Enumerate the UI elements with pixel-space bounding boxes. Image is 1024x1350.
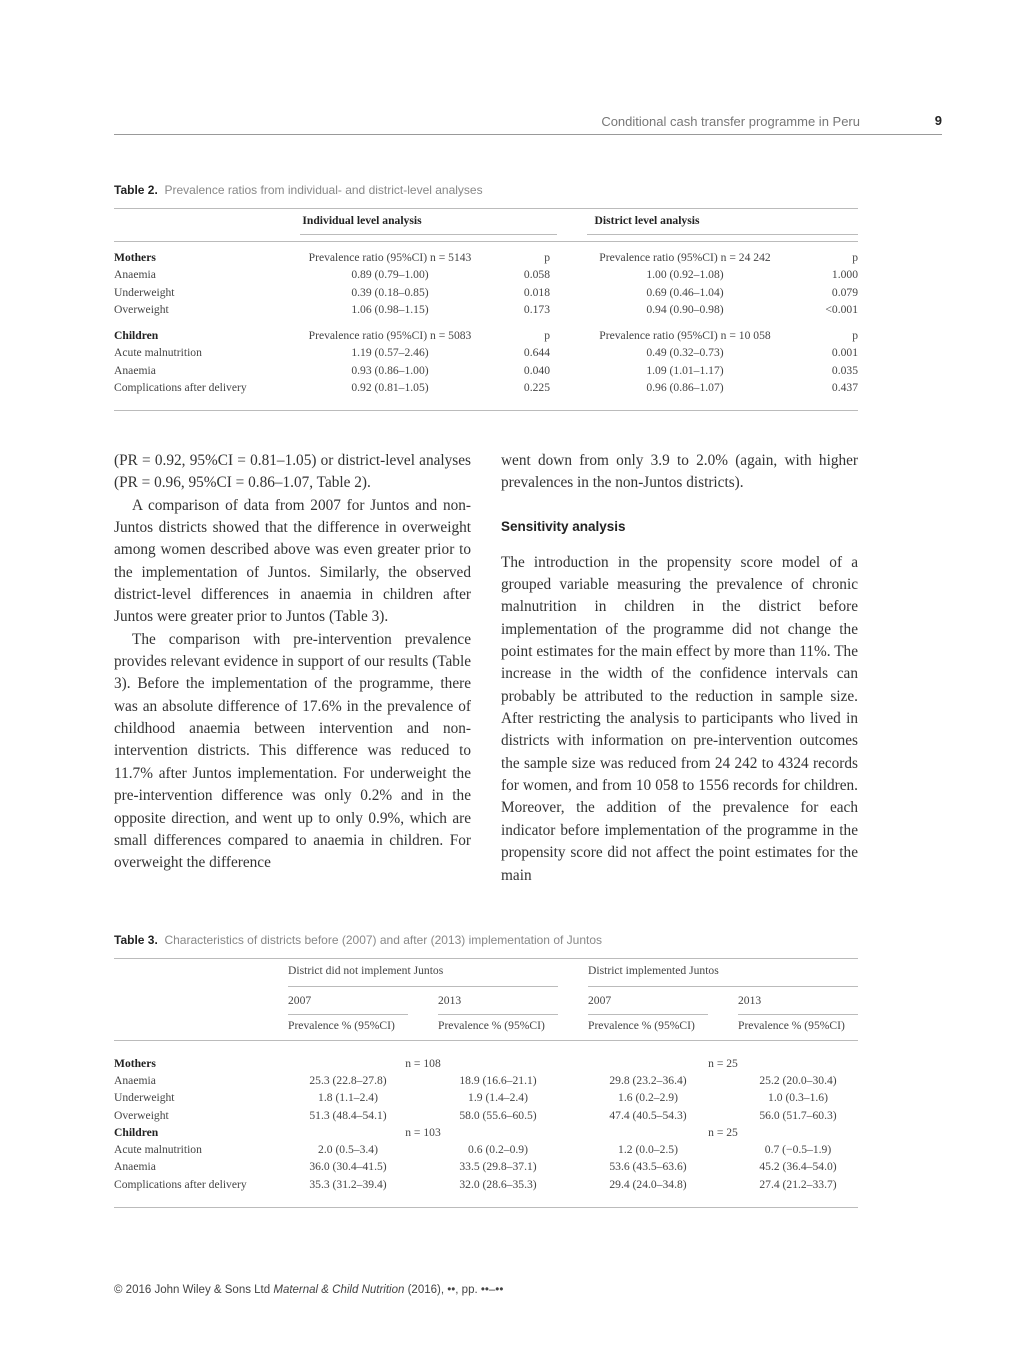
footer-journal: Maternal & Child Nutrition bbox=[273, 1284, 405, 1296]
table2-caption bbox=[114, 183, 483, 197]
table2-col-header: Prevalence ratio (95%CI) n = 24 242 bbox=[599, 251, 771, 264]
table3-n-label: n = 25 bbox=[708, 1126, 738, 1139]
table2-label: Table 2. bbox=[114, 183, 158, 197]
table3-cell: 32.0 (28.6–35.3) bbox=[459, 1177, 537, 1191]
table2-group-rule-2 bbox=[587, 234, 858, 235]
table2-col-header: p bbox=[544, 329, 550, 342]
table3-year-rule bbox=[738, 1014, 858, 1015]
table2-cell: 0.93 (0.86–1.00) bbox=[351, 363, 429, 377]
table3-n-label: n = 25 bbox=[708, 1057, 738, 1070]
table3-row-label: Complications after delivery bbox=[114, 1177, 247, 1191]
table3-subhead: Prevalence % (95%CI) bbox=[288, 1019, 395, 1032]
page-footer bbox=[114, 1284, 503, 1296]
table3-cell: 33.5 (29.8–37.1) bbox=[459, 1160, 537, 1174]
table2-cell: 0.035 bbox=[831, 363, 858, 377]
table3-cell: 1.2 (0.0–2.5) bbox=[618, 1143, 678, 1157]
table2-row-label: Acute malnutrition bbox=[114, 346, 202, 360]
table3-year: 2013 bbox=[438, 994, 462, 1007]
table3-cell: 29.8 (23.2–36.4) bbox=[609, 1074, 687, 1088]
table3-header-rule bbox=[114, 1040, 858, 1041]
footer-copyright: © 2016 John Wiley & Sons Ltd bbox=[114, 1284, 271, 1296]
table3-year-rule bbox=[438, 1014, 558, 1015]
table3-cell: 18.9 (16.6–21.1) bbox=[459, 1074, 537, 1088]
table3-year: 2007 bbox=[288, 994, 312, 1007]
table3-cell: 35.3 (31.2–39.4) bbox=[309, 1177, 387, 1191]
table2-cell: <0.001 bbox=[825, 302, 858, 316]
table2-cell: 1.000 bbox=[831, 268, 858, 282]
table2-header-rule bbox=[114, 241, 858, 242]
table2-group-individual: Individual level analysis bbox=[302, 214, 422, 227]
table2-row-label: Underweight bbox=[114, 285, 175, 299]
footer-citation: (2016), ••, pp. ••–•• bbox=[407, 1284, 504, 1296]
table3-row-label: Overweight bbox=[114, 1108, 169, 1122]
table3-cell: 1.9 (1.4–2.4) bbox=[468, 1091, 528, 1105]
table2-col-header: Prevalence ratio (95%CI) n = 5143 bbox=[308, 251, 472, 264]
table2-cell: 1.09 (1.01–1.17) bbox=[646, 363, 724, 377]
running-head bbox=[114, 112, 942, 135]
table3-cell: 36.0 (30.4–41.5) bbox=[309, 1160, 387, 1174]
table3-cell: 0.7 (−0.5–1.9) bbox=[764, 1143, 832, 1157]
table2-cell: 0.437 bbox=[831, 380, 858, 394]
table2-bottom-rule bbox=[114, 410, 858, 411]
table3-n-label: n = 103 bbox=[405, 1126, 441, 1139]
table2-col-header: Prevalence ratio (95%CI) n = 5083 bbox=[308, 329, 472, 342]
table3-cell: 25.2 (20.0–30.4) bbox=[759, 1074, 837, 1088]
table3-section-label: Children bbox=[114, 1126, 159, 1139]
table2-cell: 0.644 bbox=[523, 346, 550, 360]
table2-row-label: Complications after delivery bbox=[114, 380, 247, 394]
body-paragraph: (PR = 0.92, 95%CI = 0.81–1.05) or district-level analyses (PR = 0.96, 95%CI = 0.86–1.07, Table 2). bbox=[114, 452, 471, 492]
table2-cell: 1.06 (0.98–1.15) bbox=[351, 302, 429, 316]
table3-year: 2013 bbox=[738, 994, 762, 1007]
table3-subhead: Prevalence % (95%CI) bbox=[738, 1019, 845, 1032]
table3-group-impl: District implemented Juntos bbox=[588, 964, 719, 977]
table2-col-header: p bbox=[852, 251, 858, 264]
table3-row-label: Underweight bbox=[114, 1091, 175, 1105]
table2-cell: 0.49 (0.32–0.73) bbox=[646, 346, 724, 360]
body-paragraph: A comparison of data from 2007 for Juntos and non-Juntos districts showed that the difference in overweight among women described above was even greater prior to the implementation of Juntos. Similarly, the observed district-level differences in anaemia in children after Juntos were greater prior to Juntos (Table 3). bbox=[114, 496, 471, 626]
table2-caption-text: Prevalence ratios from individual- and district-level analyses bbox=[164, 183, 483, 197]
table3-row-label: Anaemia bbox=[114, 1160, 156, 1174]
table3-cell: 56.0 (51.7–60.3) bbox=[759, 1108, 837, 1122]
table2-row-label: Overweight bbox=[114, 302, 169, 316]
table3-cell: 1.8 (1.1–2.4) bbox=[318, 1091, 378, 1105]
table3-group-not: District did not implement Juntos bbox=[288, 964, 444, 977]
table2-row-label: Anaemia bbox=[114, 268, 156, 282]
body-right-column bbox=[501, 450, 858, 887]
table3-year-rule bbox=[288, 1014, 408, 1015]
table2-cell: 0.040 bbox=[523, 363, 550, 377]
table3-row-label: Acute malnutrition bbox=[114, 1143, 202, 1157]
table2-col-header: p bbox=[544, 251, 550, 264]
table3-group-rule-1 bbox=[288, 986, 558, 987]
table2-cell: 0.96 (0.86–1.07) bbox=[646, 380, 724, 394]
table3-year-rule bbox=[588, 1014, 708, 1015]
table2-cell: 0.173 bbox=[523, 302, 550, 316]
table2-cell: 1.00 (0.92–1.08) bbox=[646, 268, 724, 282]
table3-caption bbox=[114, 933, 602, 947]
table2-cell: 0.018 bbox=[523, 285, 550, 299]
table3-top-rule bbox=[114, 958, 858, 959]
running-title: Conditional cash transfer programme in Peru bbox=[601, 114, 860, 129]
table3-row-label: Anaemia bbox=[114, 1074, 156, 1088]
table2-top-rule bbox=[114, 208, 858, 209]
table2-cell: 0.225 bbox=[523, 380, 550, 394]
table3-label: Table 3. bbox=[114, 933, 158, 947]
table3-cell: 29.4 (24.0–34.8) bbox=[609, 1177, 687, 1191]
table3-cell: 53.6 (43.5–63.6) bbox=[609, 1160, 687, 1174]
table3-bottom-rule bbox=[114, 1207, 858, 1208]
table2-cell: 0.94 (0.90–0.98) bbox=[646, 302, 724, 316]
page-number: 9 bbox=[934, 113, 942, 128]
body-paragraph: The introduction in the propensity score model of a grouped variable measuring the prevalence of chronic malnutrition in children in the district before implementation of the programme did not change the point estimates for the main effect by more than 11%. The increase in the width of the confidence intervals can probably be attributed to the reduction in sample size. After restricting the analysis to participants who lived in districts with information on pre-intervention outcomes the sample size was reduced from 24 242 to 4324 records for women, and from 10 058 to 1556 records for children. Moreover, the addition of the prevalence for each indicator before implementation of the programme in the propensity score did not affect the point estimates for the main bbox=[501, 553, 858, 884]
table3-n-label: n = 108 bbox=[405, 1057, 441, 1070]
body-paragraph: The comparison with pre-intervention prevalence provides relevant evidence in support of our results (Table 3). Before the implementation of the programme, there was an absolute difference of 17.6% in the prevalence of childhood anaemia between intervention and non-intervention districts. This difference was reduced to 11.7% after Juntos implementation. For underweight the pre-intervention difference was only 0.2% and in the opposite direction, and went up to only 0.9%, which are small differences compared to anaemia in children. For overweight the difference bbox=[114, 630, 471, 872]
table2-group-rule-1 bbox=[300, 234, 557, 235]
table2-cell: 0.89 (0.79–1.00) bbox=[351, 268, 429, 282]
table3-cell: 51.3 (48.4–54.1) bbox=[309, 1108, 387, 1122]
table3-cell: 25.3 (22.8–27.8) bbox=[309, 1074, 387, 1088]
table2-cell: 0.001 bbox=[831, 346, 858, 360]
table3-cell: 27.4 (21.2–33.7) bbox=[759, 1177, 837, 1191]
table2-cell: 0.079 bbox=[831, 285, 858, 299]
table3-group-rule-2 bbox=[588, 986, 858, 987]
table2-cell: 0.39 (0.18–0.85) bbox=[351, 285, 429, 299]
table2-col-header: p bbox=[852, 329, 858, 342]
table3-year: 2007 bbox=[588, 994, 612, 1007]
table2-cell: 0.69 (0.46–1.04) bbox=[646, 285, 724, 299]
table2-row-label: Anaemia bbox=[114, 363, 156, 377]
table2-cell: 1.19 (0.57–2.46) bbox=[351, 346, 429, 360]
table3-cell: 45.2 (36.4–54.0) bbox=[759, 1160, 837, 1174]
table2-section-label: Mothers bbox=[114, 251, 156, 264]
table2-cell: 0.058 bbox=[523, 268, 550, 282]
table3-subhead: Prevalence % (95%CI) bbox=[588, 1019, 695, 1032]
body-left-column bbox=[114, 450, 471, 875]
table3-cell: 1.6 (0.2–2.9) bbox=[618, 1091, 678, 1105]
section-heading: Sensitivity analysis bbox=[501, 518, 626, 534]
table3-subhead: Prevalence % (95%CI) bbox=[438, 1019, 545, 1032]
table3-cell: 1.0 (0.3–1.6) bbox=[768, 1091, 828, 1105]
table3-cell: 47.4 (40.5–54.3) bbox=[609, 1108, 687, 1122]
table3-cell: 2.0 (0.5–3.4) bbox=[318, 1143, 378, 1157]
table2-cell: 0.92 (0.81–1.05) bbox=[351, 380, 429, 394]
table2-col-header: Prevalence ratio (95%CI) n = 10 058 bbox=[599, 329, 771, 342]
table2-section-label: Children bbox=[114, 329, 159, 342]
table3-cell: 58.0 (55.6–60.5) bbox=[459, 1108, 537, 1122]
table3-section-label: Mothers bbox=[114, 1057, 156, 1070]
body-paragraph: went down from only 3.9 to 2.0% (again, with higher prevalences in the non-Juntos districts). bbox=[501, 452, 858, 492]
table3-cell: 0.6 (0.2–0.9) bbox=[468, 1143, 528, 1157]
table3-caption-text: Characteristics of districts before (2007) and after (2013) implementation of Juntos bbox=[164, 933, 603, 947]
table2-group-district: District level analysis bbox=[594, 214, 700, 227]
